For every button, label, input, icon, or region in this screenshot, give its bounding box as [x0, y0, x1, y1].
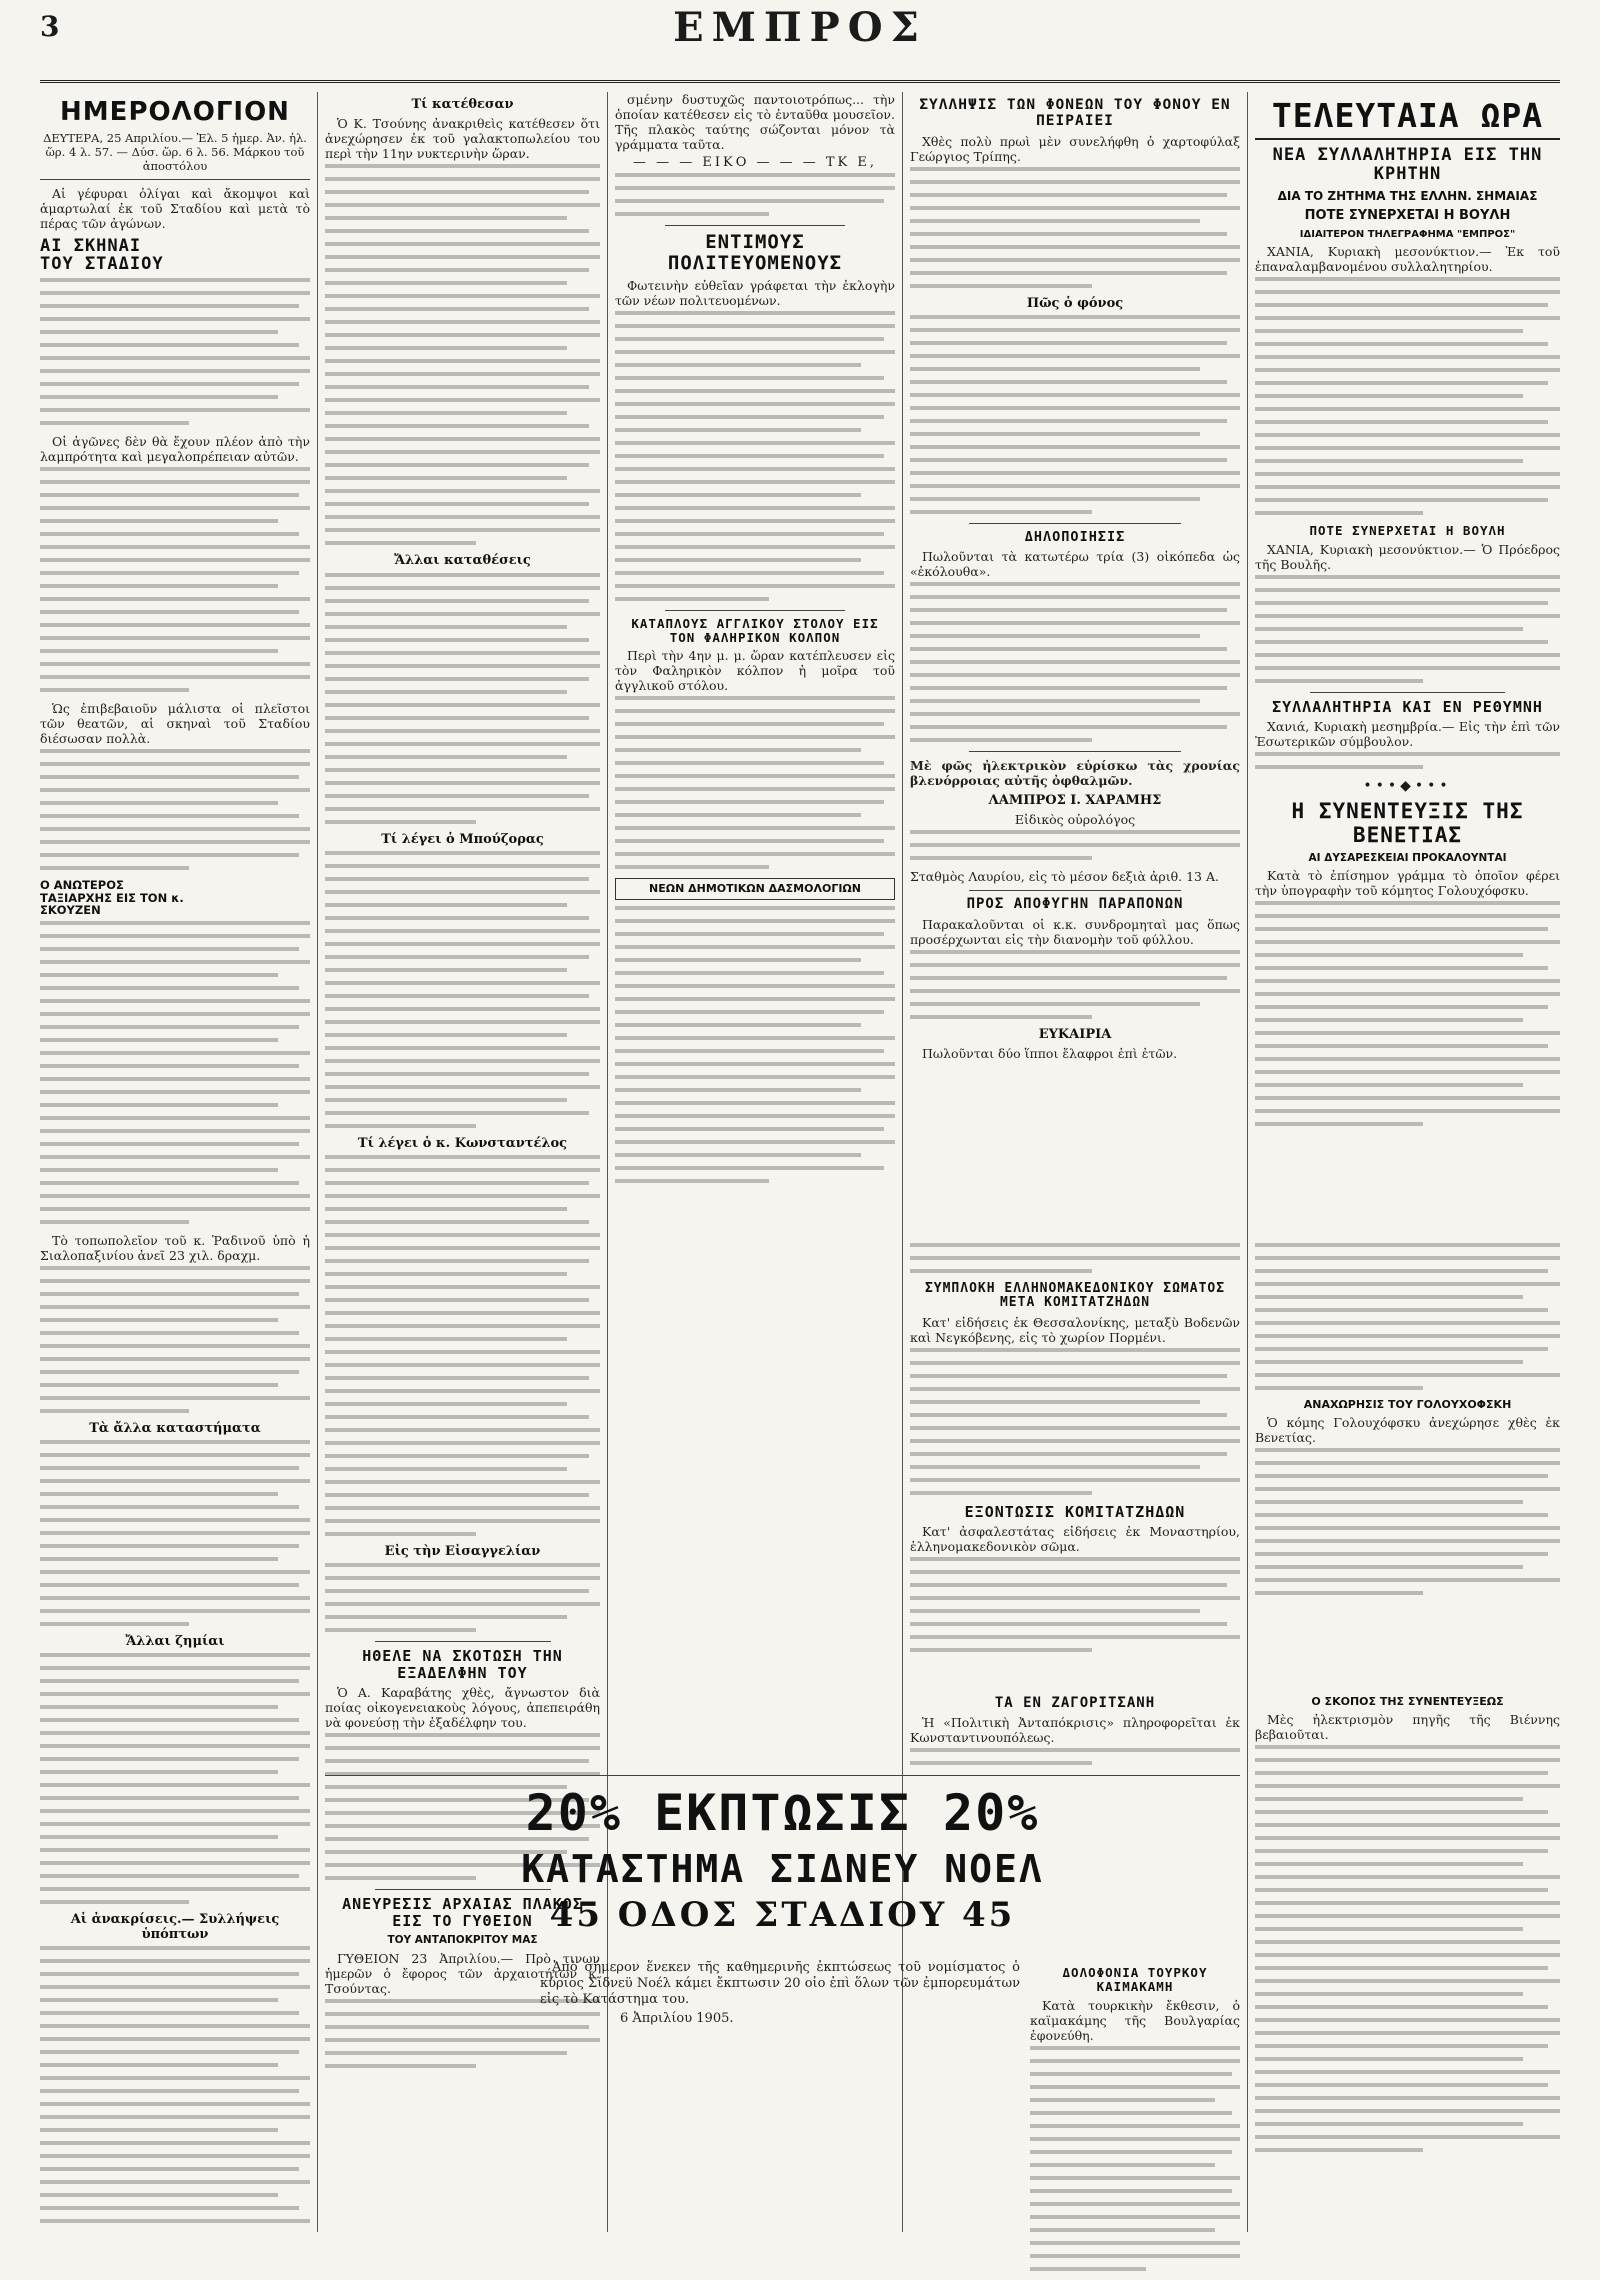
article-text-lines	[615, 906, 895, 1183]
doctor-address: Σταθμὸς Λαυρίου, εἰς τὸ μέσον δεξιὰ ἀριθ. 13 Α.	[910, 869, 1219, 885]
article-text-lines	[325, 851, 600, 1128]
doctor-ad-text: Μὲ φῶς ἠλεκτρικὸν εὑρίσκω τὰς χρονίας βλενόρροιας αὐτῆς ὀφθαλμῶν.	[910, 758, 1240, 789]
zagoritsani-heading: ΤΑ ΕΝ ΖΑΓΟΡΙΤΣΑΝΗ	[994, 1695, 1156, 1711]
article-text-lines	[1255, 901, 1560, 1126]
stadium-heading: ΑΙ ΣΚΗΝΑΙ ΤΟΥ ΣΤΑΔΙΟΥ	[40, 235, 164, 275]
article-text-lines	[325, 1155, 600, 1536]
testimony-heading: Τί κατέθεσαν	[411, 97, 514, 112]
page-number: 3	[40, 10, 60, 43]
article-text-lines	[910, 167, 1240, 288]
masthead-rule	[40, 80, 1560, 83]
purpose-text: Μὲς ἠλεκτρισμὸν πηγῆς τῆς Βιέννης βεβαιοῦται.	[1255, 1712, 1560, 1743]
other-testimony-heading: Ἄλλαι καταθέσεις	[394, 553, 531, 569]
article-text-lines	[40, 1440, 310, 1626]
column-divider	[317, 92, 318, 2232]
cousin-text: Ὁ Α. Καραβάτης χθὲς, ἄγνωστον διὰ ποίας οἰκογενειακοὺς λόγους, ἀπεπειράθη νὰ φονεύσῃ τὴν ἐξαδέλφην του.	[325, 1685, 600, 1731]
column-4-lower	[910, 1240, 1240, 1680]
secretary-text: Τὸ τοπωπολεῖον τοῦ κ. Ῥαδινοῦ ὑπὸ ἡ Σιαλοπαξινίου ἀνεῖ 23 χιλ. δραχμ.	[40, 1232, 310, 1263]
article-text-lines	[40, 1946, 310, 2232]
masthead	[40, 0, 1560, 78]
stadium-text-2: Ὡς ἐπιβεβαιοῦν μάλιστα οἱ πλεῖστοι τῶν θεατῶν, αἱ σκηναὶ τοῦ Σταδίου διέσωσαν πολλὰ.	[40, 700, 310, 746]
article-text-lines	[1255, 1448, 1560, 1595]
store-address: 45 ΟΔΟΣ ΣΤΑΔΙΟΥ 45	[549, 1894, 1016, 1935]
article-text-lines	[910, 582, 1240, 742]
advert-top-rule	[325, 1775, 1240, 1776]
assassination-heading: ΔΟΛΟΦΟΝΙΑ ΤΟΥΡΚΟΥ ΚΑΙΜΑΚΑΜΗ	[1062, 1965, 1208, 1994]
testimony-text: Ὁ Κ. Τσούνης ἀνακριθεὶς κατέθεσεν ὅτι ἀνεχώρησεν ἐκ τοῦ γαλακτοπωλείου του περὶ τὴν 11ην νυκτερινὴν ὥραν.	[325, 116, 600, 162]
store-advertisement	[325, 1786, 1240, 1946]
venice-heading: Η ΣΥΝΕΝΤΕΥΞΙΣ ΤΗΣ ΒΕΝΕΤΙΑΣ	[1291, 799, 1524, 847]
article-text-lines	[615, 311, 895, 601]
crete-heading: ΝΕΑ ΣΥΛΛΑΛΗΤΗΡΙΑ ΕΙΣ ΤΗΝ ΚΡΗΤΗΝ	[1272, 145, 1543, 184]
divider	[40, 179, 310, 180]
opportunity-text: Πωλοῦνται δύο ἵπποι ἔλαφροι ἐπὶ ἐτῶν.	[922, 1046, 1178, 1061]
gytheio-subheading: ΤΟΥ ΑΝΤΑΠΟΚΡΙΤΟΥ ΜΑΣ	[387, 1934, 538, 1947]
article-text-lines	[1255, 575, 1560, 683]
divider	[969, 751, 1180, 752]
article-text-lines	[325, 573, 600, 824]
article-text-lines	[1255, 277, 1560, 515]
article-text-lines	[40, 1266, 310, 1413]
calendar-heading: ΗΜΕΡΟΛΟΓΙΟΝ	[60, 97, 290, 127]
article-text-lines	[1255, 752, 1560, 769]
notice-heading: ΔΗΛΟΠΟΙΗΣΙΣ	[1024, 529, 1126, 546]
article-text-lines	[910, 1243, 1240, 1273]
column-4	[910, 92, 1240, 1227]
murder-heading: Πῶς ὁ φόνος	[1026, 295, 1124, 311]
advert-date: 6 Ἀπριλίου 1905.	[620, 2011, 734, 2026]
plaque-text: σμένην δυστυχῶς παντοιοτρόπως... τὴν ὁποίαν κατέθεσεν εἰς τὸ ἐνταῦθα μουσεῖον. Τῆς πλακὸς ταύτης σώζονται μόνον τὰ γράμματα ταῦτα.	[615, 92, 895, 152]
inscription: — — — ΕΙΚΟ — — — ΤΚ Ε,	[632, 155, 878, 170]
column-5-lower	[1255, 1240, 1560, 1680]
article-text-lines	[910, 1557, 1240, 1652]
article-text-lines	[325, 164, 600, 545]
bouzoras-heading: Τί λέγει ὁ Μπούζορας	[381, 831, 544, 847]
gytheio-heading: ΑΝΕΥΡΕΣΙΣ ΑΡΧΑΙΑΣ ΠΛΑΚΟΣ ΕΙΣ ΤΟ ΓΥΘΕΙΟΝ	[342, 1895, 583, 1930]
venice-subheading: ΑΙ ΔΥΣΑΡΕΣΚΕΙΑΙ ΠΡΟΚΑΛΟΥΝΤΑΙ	[1308, 851, 1507, 864]
complaints-heading: ΠΡΟΣ ΑΠΟΦΥΓΗΝ ΠΑΡΑΠΟΝΩΝ	[966, 896, 1184, 913]
divider	[375, 1641, 551, 1642]
arrest-heading: ΣΥΛΛΗΨΙΣ ΤΩΝ ΦΟΝΕΩΝ ΤΟΥ ΦΟΝΟΥ ΕΝ ΠΕΙΡΑΙΕΙ	[919, 97, 1231, 129]
column-1	[40, 92, 310, 2232]
secretary-heading: Ο ΑΝΩΤΕΡΟΣ ΤΑΞΙΑΡΧΗΣ ΕΙΣ ΤΟΝ κ. ΣΚΟΥΖΕΝ	[40, 877, 184, 918]
article-text-lines	[910, 1348, 1240, 1495]
divider	[969, 523, 1180, 524]
opportunity-heading: ΕΥΚΑΙΡΙΑ	[1038, 1026, 1112, 1042]
gytheio-text: ΓΥΘΕΙΟΝ 23 Ἀπριλίου.— Πρὸ τινων ἡμερῶν ὁ ἔφορος τῶν ἀρχαιοτήτων κ. Τσούντας.	[325, 1951, 600, 1997]
advert-body	[540, 1960, 1020, 2029]
store-name: ΚΑΤΑΣΤΗΜΑ ΣΙΔΝΕΥ ΝΟΕΛ	[521, 1847, 1044, 1891]
column-divider	[1247, 92, 1248, 2232]
notice-text: Πωλοῦνται τὰ κατωτέρω τρία (3) οἰκόπεδα ὡς «ἐκόλουθα».	[910, 549, 1240, 580]
last-hour-banner: ΤΕΛΕΥΤΑΙΑ ΩΡΑ	[1255, 98, 1560, 140]
arrest-text: Χθὲς πολὺ πρωὶ μὲν συνελήφθη ὁ χαρτοφύλαξ Γεώργιος Τρίπης.	[910, 133, 1240, 164]
arrests-heading: Αἱ ἀνακρίσεις.— Συλλήψεις ὑπόπτων	[70, 1912, 280, 1942]
stadium-text: Οἱ ἀγῶνες δὲν θὰ ἔχουν πλέον ἀπὸ τὴν λαμπρότητα καὶ μεγαλοπρέπειαν αὐτῶν.	[40, 433, 310, 464]
article-text-lines	[1255, 1745, 1560, 2152]
column-5	[1255, 92, 1560, 1227]
skirmish-heading: ΣΥΜΠΛΟΚΗ ΕΛΛΗΝΟΜΑΚΕΔΟΝΙΚΟΥ ΣΩΜΑΤΟΣ ΜΕΤΑ ΚΟΜΙΤΑΤΖΗΔΩΝ	[924, 1281, 1226, 1311]
politicians-heading: ΕΝΤΙΜΟΥΣ ΠΟΛΙΤΕΥΟΜΕΝΟΥΣ	[667, 231, 843, 274]
other-stores-heading: Τὰ ἄλλα καταστήματα	[89, 1420, 261, 1436]
divider	[969, 890, 1180, 891]
crete-text: ΧΑΝΙΑ, Κυριακὴ μεσονύκτιον.— Ἐκ τοῦ ἐπαναλαμβανομένου συλλαλητηρίου.	[1255, 244, 1560, 275]
article-text-lines	[910, 1748, 1240, 1765]
discount-title: 20% ΕΚΠΤΩΣΙΣ 20%	[525, 1784, 1040, 1842]
divider	[1310, 692, 1505, 693]
other-damage-heading: Ἄλλαι ζημίαι	[125, 1634, 225, 1650]
divider	[665, 610, 844, 611]
extermination-heading: ΕΞΟΝΤΩΣΙΣ ΚΟΜΙΤΑΤΖΗΔΩΝ	[964, 1502, 1186, 1521]
zagoritsani-text: Ἡ «Πολιτικὴ Ἀνταπόκρισις» πληροφορεῖται ἐκ Κωνσταντινουπόλεως.	[910, 1715, 1240, 1746]
extermination-text: Κατ' ἀσφαλεστάτας εἰδήσεις ἐκ Μοναστηρίου, ἑλληνομακεδονικὸν σῶμα.	[910, 1524, 1240, 1555]
rethymno-heading: ΣΥΛΛΑΛΗΤΗΡΙΑ ΚΑΙ ΕΝ ΡΕΘΥΜΝΗ	[1272, 697, 1543, 716]
article-text-lines	[1030, 2046, 1240, 2271]
venice-text: Κατὰ τὸ ἐπίσημον γράμμα τὸ ὁποῖον φέρει τὴν ὑπογραφὴν τοῦ κόμητος Γολουχόφσκυ.	[1255, 868, 1560, 899]
column-3	[615, 92, 895, 1227]
article-text-lines	[40, 1653, 310, 1904]
skirmish-text: Κατ' εἰδήσεις ἐκ Θεσσαλονίκης, μεταξὺ Βοδενῶν καὶ Νεγκόβενης, εἰς τὸ χωρίον Πορμένι.	[910, 1314, 1240, 1345]
fleet-text: Περὶ τὴν 4ην μ. μ. ὥραν κατέπλευσεν εἰς τὸν Φαληρικὸν κόλπον ἡ μοῖρα τοῦ ἀγγλικοῦ στόλου.	[615, 648, 895, 694]
stadium-intro: Αἱ γέφυραι ὀλίγαι καὶ ἄκομψοι καὶ ἁμαρτωλαί ἐκ τοῦ Σταδίου καὶ μετὰ τὸ πέρας τῶν ἀγώνων.	[40, 185, 310, 231]
flag-subheading: ΔΙΑ ΤΟ ΖΗΤΗΜΑ ΤΗΣ ΕΛΛΗΝ. ΣΗΜΑΙΑΣ	[1277, 188, 1538, 203]
article-text-lines	[325, 1563, 600, 1632]
assassination-text: Κατὰ τουρκικὴν ἔκθεσιν, ὁ καϊμακάμης τῆς Βουλγαρίας ἐφονεύθη.	[1030, 1997, 1240, 2043]
article-text-lines	[40, 921, 310, 1224]
telegram-subheading: ΙΔΙΑΙΤΕΡΟΝ ΤΗΛΕΓΡΑΦΗΜΑ "ΕΜΠΡΟΣ"	[1299, 229, 1516, 241]
article-text-lines	[40, 278, 310, 425]
assassination-article	[1030, 1960, 1240, 2280]
article-text-lines	[40, 467, 310, 692]
article-text-lines	[1255, 1243, 1560, 1390]
parliament-subheading: ΠΟΤΕ ΣΥΝΕΡΧΕΤΑΙ Η ΒΟΥΛΗ	[1304, 207, 1511, 223]
article-text-lines	[910, 950, 1240, 1019]
purpose-heading: Ο ΣΚΟΠΟΣ ΤΗΣ ΣΥΝΕΝΤΕΥΞΕΩΣ	[1311, 1695, 1504, 1708]
doctor-title: Εἰδικὸς οὐρολόγος	[1014, 812, 1136, 828]
advert-text: Ἀπὸ σήμερον ἕνεκεν τῆς καθημερινῆς ἐκπτώσεως τοῦ νομίσματος ὁ κύριος Σίδνεϋ Νοέλ κάμει ἔκπτωσιν 20 οἰο ἐπὶ ὅλων τῶν ἐμπορευμάτων εἰς τὸ Κατάστημα του.	[540, 1960, 1020, 2007]
complaints-text: Παρακαλοῦνται οἱ κ.κ. συνδρομηταὶ μας ὅπως προσέρχωνται εἰς τὴν διανομὴν τοῦ φύλλου.	[910, 916, 1240, 947]
municipal-box	[615, 878, 895, 900]
fleet-heading: ΚΑΤΑΠΛΟΥΣ ΑΓΓΛΙΚΟΥ ΣΤΟΛΟΥ ΕΙΣ ΤΟΝ ΦΑΛΗΡΙΚΟΝ ΚΟΛΠΟΝ	[631, 615, 879, 645]
article-text-lines	[910, 315, 1240, 514]
parliament-heading: ΠΟΤΕ ΣΥΝΕΡΧΕΤΑΙ Η ΒΟΥΛΗ	[1309, 523, 1506, 539]
column-4-bottom	[910, 1690, 1240, 1780]
konstantelos-heading: Τί λέγει ὁ κ. Κωνσταντέλος	[357, 1135, 568, 1151]
ornament: •••◆•••	[1363, 778, 1452, 795]
politicians-text: Φωτεινὴν εὐθεῖαν γράφεται τὴν ἐκλογὴν τῶν νέων πολιτευομένων.	[615, 277, 895, 308]
article-text-lines	[615, 696, 895, 869]
column-5-bottom	[1255, 1690, 1560, 2230]
departure-heading: ΑΝΑΧΩΡΗΣΙΣ ΤΟΥ ΓΟΛΟΥΧΟΦΣΚΗ	[1303, 1398, 1512, 1411]
divider	[665, 225, 844, 226]
municipal-heading: ΝΕΩΝ ΔΗΜΟΤΙΚΩΝ ΔΑΣΜΟΛΟΓΙΩΝ	[649, 882, 861, 896]
doctor-name: ΛΑΜΠΡΟΣ Ι. ΧΑΡΑΜΗΣ	[988, 793, 1162, 809]
article-text-lines	[615, 173, 895, 216]
rethymno-text: Χανιά, Κυριακὴ μεσημβρία.— Εἰς τὴν ἐπὶ τῶν Ἐσωτερικῶν σύμβουλον.	[1255, 719, 1560, 750]
article-text-lines	[910, 830, 1240, 860]
prosecutor-heading: Εἰς τὴν Εἰσαγγελίαν	[384, 1544, 541, 1560]
departure-text: Ὁ κόμης Γολουχόφσκυ ἀνεχώρησε χθὲς ἐκ Βενετίας.	[1255, 1415, 1560, 1446]
article-text-lines	[40, 749, 310, 870]
parliament-text: ΧΑΝΙΑ, Κυριακὴ μεσονύκτιον.— Ὁ Πρόεδρος τῆς Βουλῆς.	[1255, 541, 1560, 572]
newspaper-title: ΕΜΠΡΟΣ	[673, 4, 927, 51]
cousin-heading: ΗΘΕΛΕ ΝΑ ΣΚΟΤΩΣΗ ΤΗΝ ΕΞΑΔΕΛΦΗΝ ΤΟΥ	[362, 1647, 563, 1682]
calendar-text: ΔΕΥΤΕΡΑ, 25 Απριλίου.— Ἐλ. 5 ἡμερ. Ἀν. ἡλ. ὥρ. 4 λ. 57. — Δύσ. ὥρ. 6 λ. 56. Μάρκου τοῦ ἀποστόλου	[43, 130, 307, 173]
